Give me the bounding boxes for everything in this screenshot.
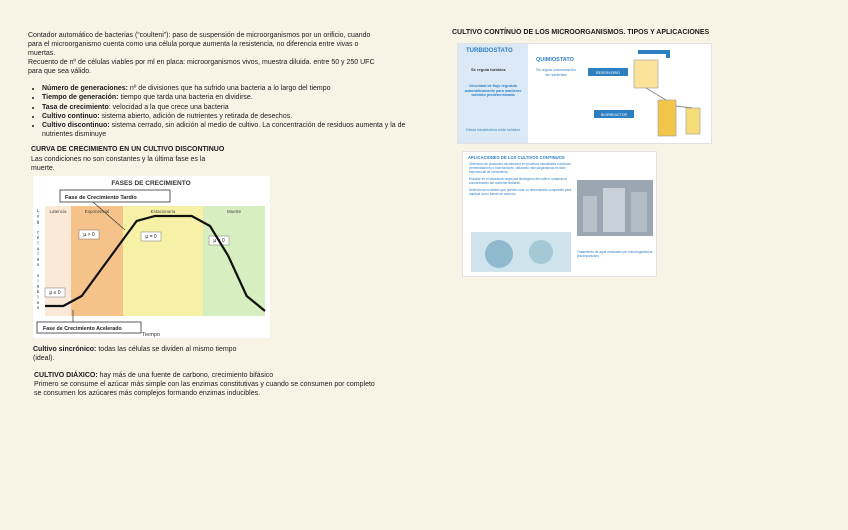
photocell-note: Célula fotoeléctrica mide turbidez <box>465 128 521 132</box>
y-axis-label-char: s <box>36 305 40 311</box>
effluent-vessel-icon <box>686 108 700 134</box>
sincronico-text: Cultivo sincrónico: todas las células se dividen al mismo tiempo (ideal). <box>33 346 237 362</box>
feed-pipe <box>638 52 668 58</box>
reservoir-vessel-icon <box>634 60 658 88</box>
intro-line: Recuento de nº de células viables por ml en placa: microorganismos vivos, muestra diluida. entre 50 y 250 UFC <box>28 59 375 66</box>
y-axis-label-char: s <box>36 262 40 267</box>
intro-text <box>28 31 428 76</box>
rate-label: µ > 0 <box>83 232 95 238</box>
fermenter-tank-icon <box>603 188 625 232</box>
rate-label: µ ≤ 0 <box>49 290 61 296</box>
y-axis-label-char: é <box>36 235 40 240</box>
bioreactor-vessel-icon <box>658 100 676 136</box>
y-axis-label-char: e <box>36 299 40 305</box>
quimiostato-sub: Se regula concentración de nutrientes <box>536 68 576 77</box>
reservorio-label: RESERVORIO <box>596 71 620 75</box>
pipe-line <box>676 106 692 108</box>
turbidostato-sub: Se regula turbidez <box>471 67 506 72</box>
y-axis-label-char: a <box>36 256 40 262</box>
definitions-list <box>32 84 412 140</box>
intro-line: para el microorganismo cuenta como una célula porque aumenta la resistencia, no diferencia entre vivas o <box>28 41 359 48</box>
y-axis-label-char: c <box>36 229 40 235</box>
fermenter-tank-icon <box>583 196 597 232</box>
curve-desc: Las condiciones no son constantes y la última fase es la muerte. <box>31 156 206 172</box>
phase-label: Muerte <box>226 209 242 214</box>
list-item: • Número de generaciones: nº de divisiones que ha sufrido una bacteria a lo largo del tiempo <box>42 84 412 93</box>
pipe-line <box>646 88 666 100</box>
applications-panel <box>462 151 657 277</box>
quimiostato-label: QUIMIOSTATO <box>536 57 574 63</box>
diauxico-text: CULTIVO DIÁXICO: hay más de una fuente de carbono, crecimiento bifásico Primero se consume el azúcar más simple con las enzimas constitutivas y cuando se consumen por completo se consumen los azúcares más complejos formando enzimas inducibles. <box>34 372 375 397</box>
phase-band <box>203 206 265 316</box>
phase-band <box>71 206 123 316</box>
intro-line: muertas. <box>28 50 56 57</box>
y-axis-label-char: o <box>36 213 40 219</box>
chart-title: FASES DE CRECIMIENTO <box>111 180 191 187</box>
x-axis-label: Tiempo <box>141 332 161 338</box>
y-axis-label-char: b <box>36 289 40 294</box>
y-axis-label-char: v <box>36 272 40 278</box>
intro-line: para que sea válido. <box>28 68 92 75</box>
y-axis-label-char: l <box>37 294 39 300</box>
y-axis-label-char: L <box>36 208 40 213</box>
list-item: • Cultivo discontinuo: sistema cerrado, sin adición al medio de cultivo. La concentración de residuos aumenta y la de nutrientes disminuye <box>42 121 412 140</box>
application-item: Estudiar en el laboratorio aspectos fisiológicos del cultivo, variando la concentración del nutriente limitante. <box>469 177 567 185</box>
list-item: • Cultivo continuo: sistema abierto, adición de nutrientes y retirada de desechos. <box>42 112 412 121</box>
application-item: Obtención de productos microbianos en procesos industriales continuos (fermentadores) o biorreactores, utilizando microorganismos en fase exponencial de crecimiento. <box>469 162 571 174</box>
y-axis-label-char: a <box>36 283 40 289</box>
callout-top-label: Fase de Crecimiento Tardío <box>65 195 137 201</box>
y-axis-label-char: l <box>37 240 39 246</box>
y-axis-label-char: g <box>36 218 40 224</box>
phase-label: Latencia <box>49 209 67 214</box>
continuous-culture-diagram <box>457 43 712 144</box>
turbidostato-label: TURBIDOSTATO <box>466 48 513 54</box>
list-item: • Tiempo de generación: tiempo que tarda una bacteria en dividirse. <box>42 93 412 102</box>
clarifier-tank-icon <box>529 240 553 264</box>
growth-chart <box>33 176 270 338</box>
callout-bottom-label: Fase de Crecimiento Acelerado <box>43 326 122 332</box>
growth-chart-svg <box>33 176 270 338</box>
y-axis-label-char: l <box>37 251 39 257</box>
clarifier-tank-icon <box>485 240 513 268</box>
right-heading: CULTIVO CONTÍNUO DE LOS MICROORGANISMOS. TIPOS Y APLICACIONES <box>452 29 710 36</box>
list-item: • Tasa de crecimiento: velocidad a la que crece una bacteria <box>42 103 412 112</box>
flow-velocity-note: Velocidad de flujo regulada automáticamente para mantener turbidez predeterminada <box>464 84 522 98</box>
application-item: Seleccionar mutantes que pueden usar un determinado compuesto para habitual como fuente de carbono. <box>469 188 572 196</box>
phase-label: Exponencial <box>84 209 110 214</box>
intro-line: Contador automático de bacterias (“coulteni”): paso de suspensión de microorganismos por un orificio, cuando <box>28 32 371 39</box>
fermenter-tank-icon <box>631 192 647 232</box>
application-item: Tratamiento de agua residuales por microorganismos (biodepuración). <box>577 250 653 258</box>
y-axis-label-char: u <box>36 245 40 251</box>
rate-label: µ < 0 <box>213 238 225 244</box>
rate-label: µ = 0 <box>145 234 157 240</box>
y-axis-label-char: i <box>37 278 39 284</box>
curve-heading: CURVA DE CRECIMIENTO EN UN CULTIVO DISCONTINUO <box>31 146 225 153</box>
biorreactor-label: BIORREACTOR <box>600 113 628 117</box>
applications-title: APLICACIONES DE LOS CULTIVOS CONTINUOS <box>468 155 565 160</box>
phase-label: Estacionaria <box>150 209 176 214</box>
phase-band <box>45 206 71 316</box>
